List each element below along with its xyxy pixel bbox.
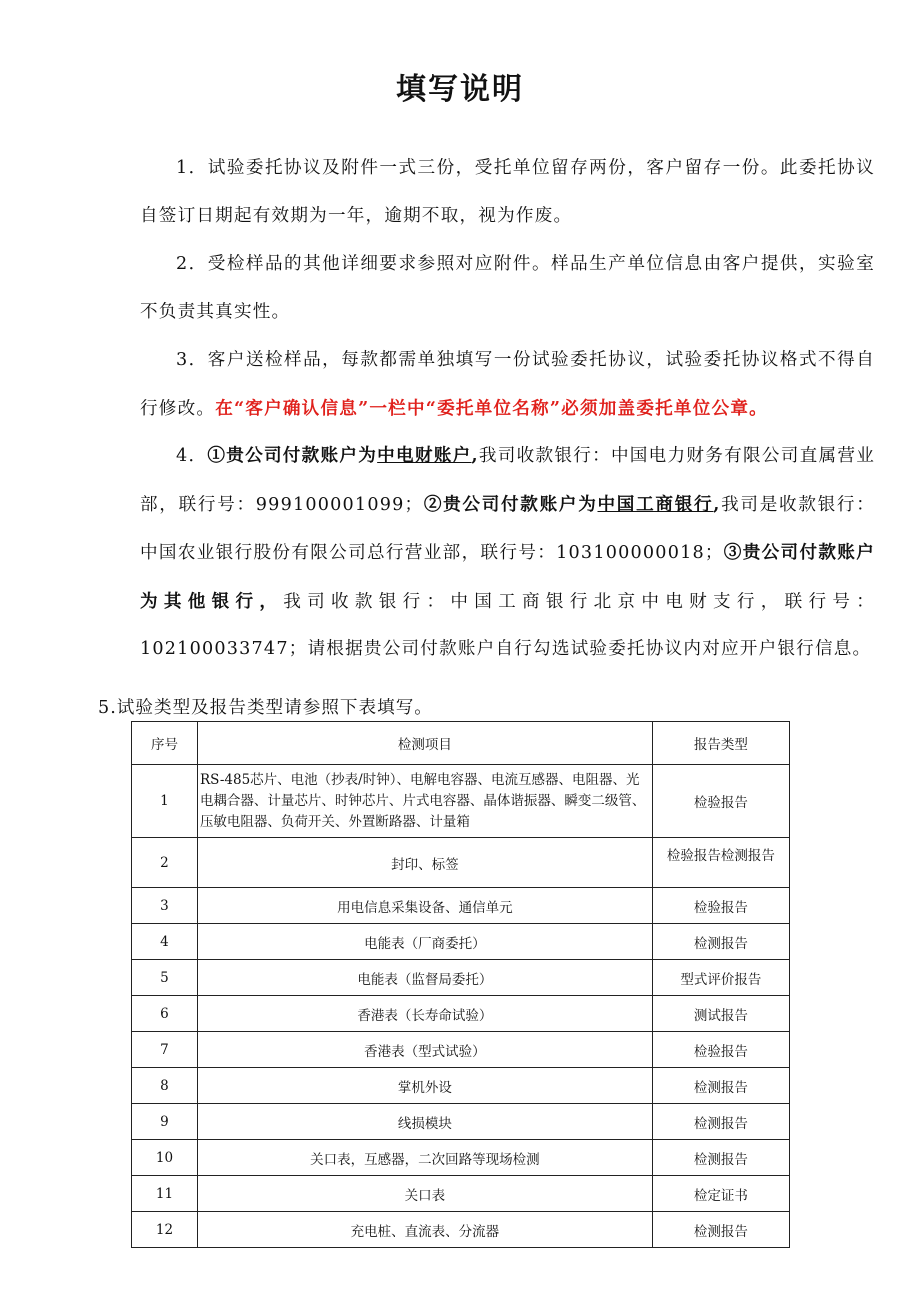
account-option-2-info: 我司是收款银行：中国农业银行股份有限公司总行营业部，联行号：103100000018；: [140, 494, 876, 563]
instruction-3: [140, 337, 875, 433]
account-option-1-comma: ,: [471, 445, 479, 466]
row-item: 封印、标签: [197, 838, 652, 888]
header-no: 序号: [132, 722, 198, 765]
row-item: 电能表（厂商委托）: [197, 924, 652, 960]
account-option-2-comma: ,: [713, 493, 721, 515]
account-option-3-info: 我司收款银行：中国工商银行北京中电财支行，联行号：102100033747；请根据贵公司付款账户自行勾选试验委托协议内对应开户银行信息。: [140, 591, 875, 659]
header-item: 检测项目: [197, 722, 652, 765]
row-report: 型式评价报告: [652, 960, 789, 996]
row-no: 1: [132, 765, 198, 838]
table-row: [132, 765, 790, 838]
row-no: 11: [132, 1176, 198, 1212]
row-item: 线损模块: [197, 1104, 652, 1140]
row-report: 检测报告: [652, 924, 789, 960]
row-no: 4: [132, 924, 198, 960]
account-option-1-bank: 中电财账户: [377, 445, 472, 466]
table-row: [132, 1176, 790, 1212]
row-item: 香港表（长寿命试验）: [197, 996, 652, 1032]
table-row: [132, 1104, 790, 1140]
account-option-1-label: ①贵公司付款账户为: [207, 445, 378, 466]
header-report: 报告类型: [652, 722, 789, 765]
instruction-1: 1．试验委托协议及附件一式三份，受托单位留存两份，客户留存一份。此委托协议自签订日期起有效期为一年，逾期不取，视为作废。: [140, 158, 875, 226]
row-report: 检验报告: [652, 888, 789, 924]
row-item: 香港表（型式试验）: [197, 1032, 652, 1068]
row-no: 10: [132, 1140, 198, 1176]
row-report: 检测报告: [652, 1140, 789, 1176]
page-title: 填写说明: [396, 72, 524, 107]
row-no: 8: [132, 1068, 198, 1104]
table-row: [132, 1032, 790, 1068]
row-report: 检测报告: [652, 1104, 789, 1140]
row-no: 3: [132, 888, 198, 924]
row-item: RS-485芯片、电池（抄表/时钟）、电解电容器、电流互感器、电阻器、光电耦合器、计量芯片、时钟芯片、片式电容器、晶体谐振器、瞬变二级管、压敏电阻器、负荷开关、外置断路器、计量箱: [197, 765, 652, 838]
row-no: 7: [132, 1032, 198, 1068]
row-no: 2: [132, 838, 198, 888]
row-item: 电能表（监督局委托）: [197, 960, 652, 996]
row-report: 检验报告: [652, 765, 789, 838]
row-item: 用电信息采集设备、通信单元: [197, 888, 652, 924]
table-row: [132, 888, 790, 924]
row-item: 掌机外设: [197, 1068, 652, 1104]
row-report: 检测报告: [652, 1212, 789, 1248]
row-no: 5: [132, 960, 198, 996]
account-option-2-label: ②贵公司付款账户为: [423, 493, 598, 515]
row-item: 关口表，互感器，二次回路等现场检测: [197, 1140, 652, 1176]
instruction-4: [140, 432, 875, 674]
row-report: 检测报告: [652, 1068, 789, 1104]
row-report: 检验报告检测报告: [652, 838, 789, 888]
instruction-2: 2．受检样品的其他详细要求参照对应附件。样品生产单位信息由客户提供，实验室不负责其真实性。: [140, 254, 875, 322]
row-no: 6: [132, 996, 198, 1032]
row-item: 充电桩、直流表、分流器: [197, 1212, 652, 1248]
table-row: [132, 1140, 790, 1176]
table-row: [132, 1212, 790, 1248]
account-option-1-info: 我司收款银行：中国电力财务有限公司直属营业部，联行号：999100001099；: [140, 446, 875, 515]
test-type-table: [131, 721, 790, 1248]
row-report: 检验报告: [652, 1032, 789, 1068]
row-no: 12: [132, 1212, 198, 1248]
account-option-2-bank: 中国工商银行: [597, 493, 714, 515]
instruction-4-number: 4．: [176, 446, 208, 466]
table-row: [132, 1068, 790, 1104]
table-row: [132, 960, 790, 996]
instruction-3-red-note: 在“客户确认信息”一栏中“委托单位名称”必须加盖委托单位公章。: [215, 397, 768, 419]
table-row: [132, 838, 790, 888]
instruction-5: 5.试验类型及报告类型请参照下表填写。: [98, 698, 433, 718]
table-row: [132, 996, 790, 1032]
row-report: 测试报告: [652, 996, 789, 1032]
instruction-3-text: 3．客户送检样品，每款都需单独填写一份试验委托协议，试验委托协议格式不得自行修改。: [140, 350, 875, 419]
row-item: 关口表: [197, 1176, 652, 1212]
row-no: 9: [132, 1104, 198, 1140]
table-header-row: [132, 722, 790, 765]
account-option-3-label: ③贵公司付款账户为其他银行，: [140, 542, 875, 612]
row-report: 检定证书: [652, 1176, 789, 1212]
table-row: [132, 924, 790, 960]
